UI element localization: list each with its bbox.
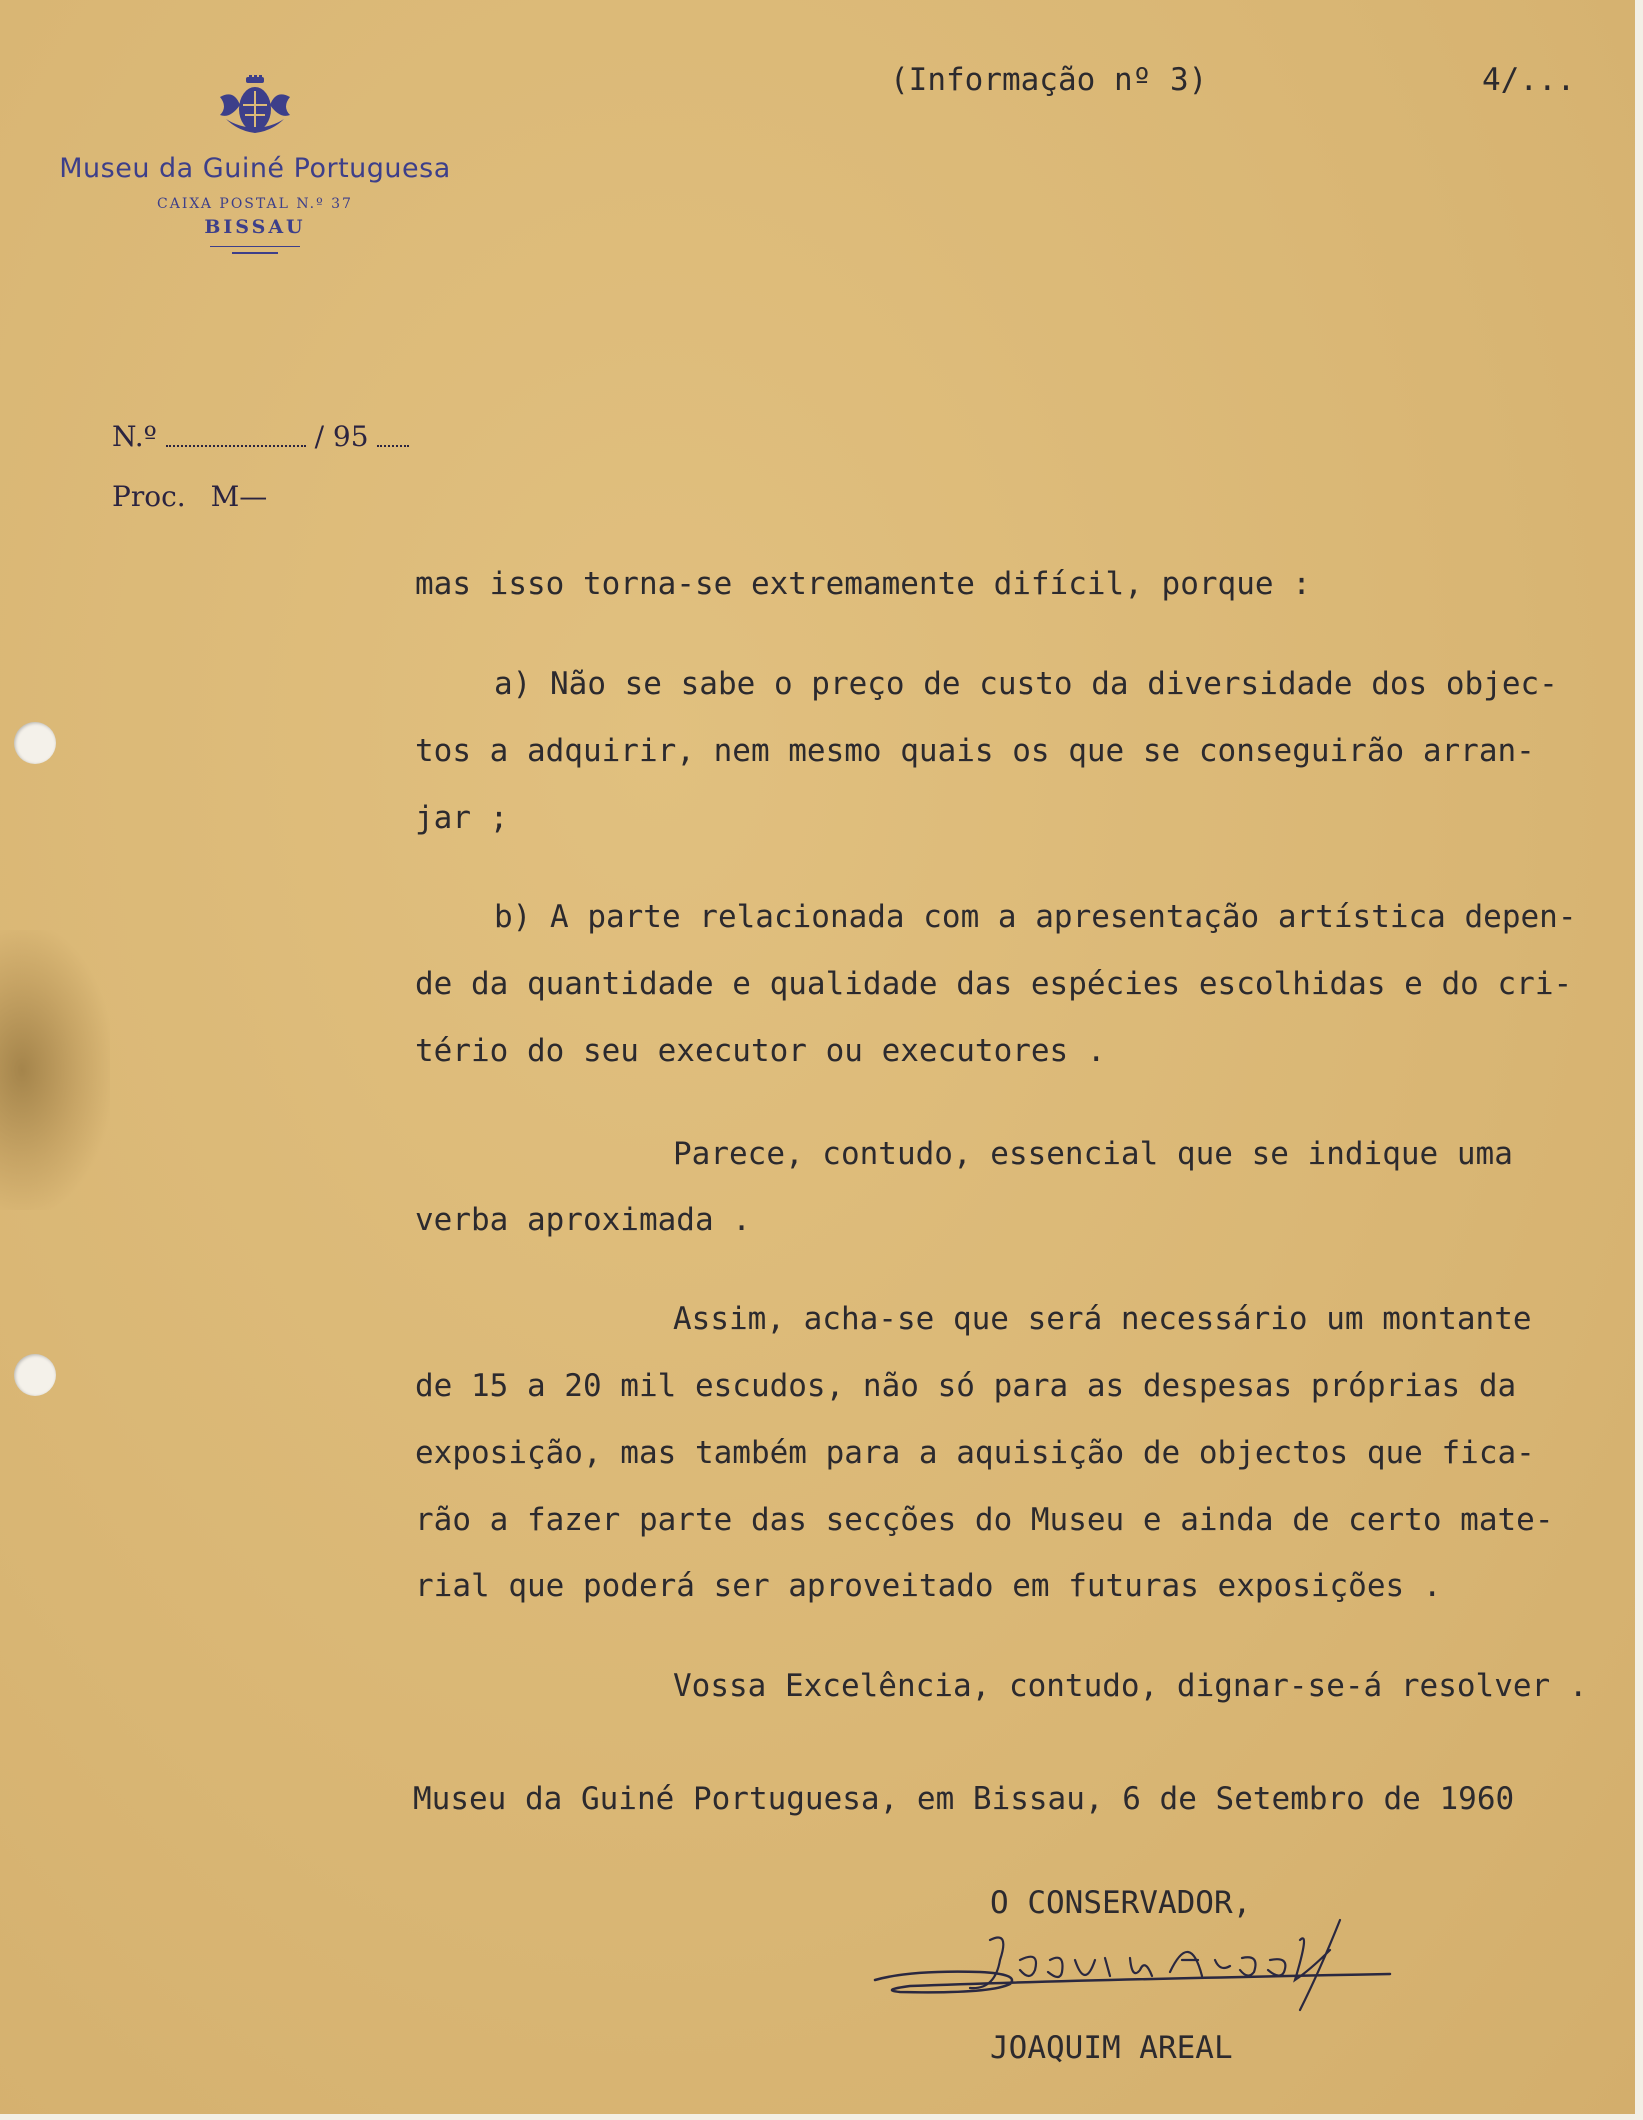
body-line: jar ;: [415, 800, 509, 836]
punch-hole-top: [14, 722, 56, 764]
place-and-date: Museu da Guiné Portuguesa, em Bissau, 6 de Setembro de 1960: [413, 1781, 1515, 1817]
body-line: rial que poderá ser aproveitado em futuras exposições .: [415, 1568, 1442, 1604]
letterhead-divider: [210, 246, 300, 247]
number-suffix-blank: [377, 445, 409, 447]
water-stain: [0, 930, 110, 1210]
page-number: 4/...: [1482, 62, 1576, 98]
signer-name: JOAQUIM AREAL: [990, 2030, 1233, 2066]
process-value: M—: [210, 480, 268, 513]
body-line: Assim, acha-se que será necessário um montante: [673, 1301, 1532, 1337]
letterhead: [30, 75, 480, 254]
number-blank: [166, 445, 306, 447]
body-line: tos a adquirir, nem mesmo quais os que se conseguirão arran-: [415, 733, 1535, 769]
signer-title: O CONSERVADOR,: [990, 1885, 1252, 1921]
process-label: Proc.: [112, 480, 186, 513]
body-line: de da quantidade e qualidade das espécies escolhidas e do cri-: [415, 966, 1573, 1002]
process-reference: [112, 480, 267, 513]
city: BISSAU: [204, 216, 306, 238]
museum-name: Museu da Guiné Portuguesa: [59, 153, 451, 184]
body-line: exposição, mas também para a aquisição de objectos que fica-: [415, 1435, 1535, 1471]
reference-number: [112, 420, 409, 453]
postal-box: CAIXA POSTAL N.º 37: [157, 196, 353, 212]
number-suffix: / 95: [314, 420, 369, 453]
body-line: Vossa Excelência, contudo, dignar-se-á resolver .: [673, 1668, 1588, 1704]
number-label: N.º: [112, 420, 157, 453]
handwritten-signature: [870, 1910, 1410, 2020]
body-line: rão a fazer parte das secções do Museu e ainda de certo mate-: [415, 1502, 1554, 1538]
body-line: tério do seu executor ou executores .: [415, 1033, 1106, 1069]
body-line: mas isso torna-se extremamente difícil, porque :: [415, 566, 1311, 602]
letterhead-divider-short: [232, 252, 278, 254]
page-edge-right: [1635, 0, 1643, 2120]
body-line: Parece, contudo, essencial que se indique uma: [673, 1136, 1513, 1172]
body-line: a) Não se sabe o preço de custo da diversidade dos objec-: [494, 666, 1558, 702]
body-line: verba aproximada .: [415, 1202, 751, 1238]
body-line: b) A parte relacionada com a apresentação artística depen-: [494, 899, 1577, 935]
info-number: (Informação nº 3): [890, 62, 1208, 98]
page-edge-bottom: [0, 2114, 1643, 2120]
body-line: de 15 a 20 mil escudos, não só para as despesas próprias da: [415, 1368, 1517, 1404]
crowned-coat-of-arms-icon: [216, 75, 294, 137]
punch-hole-bottom: [14, 1354, 56, 1396]
